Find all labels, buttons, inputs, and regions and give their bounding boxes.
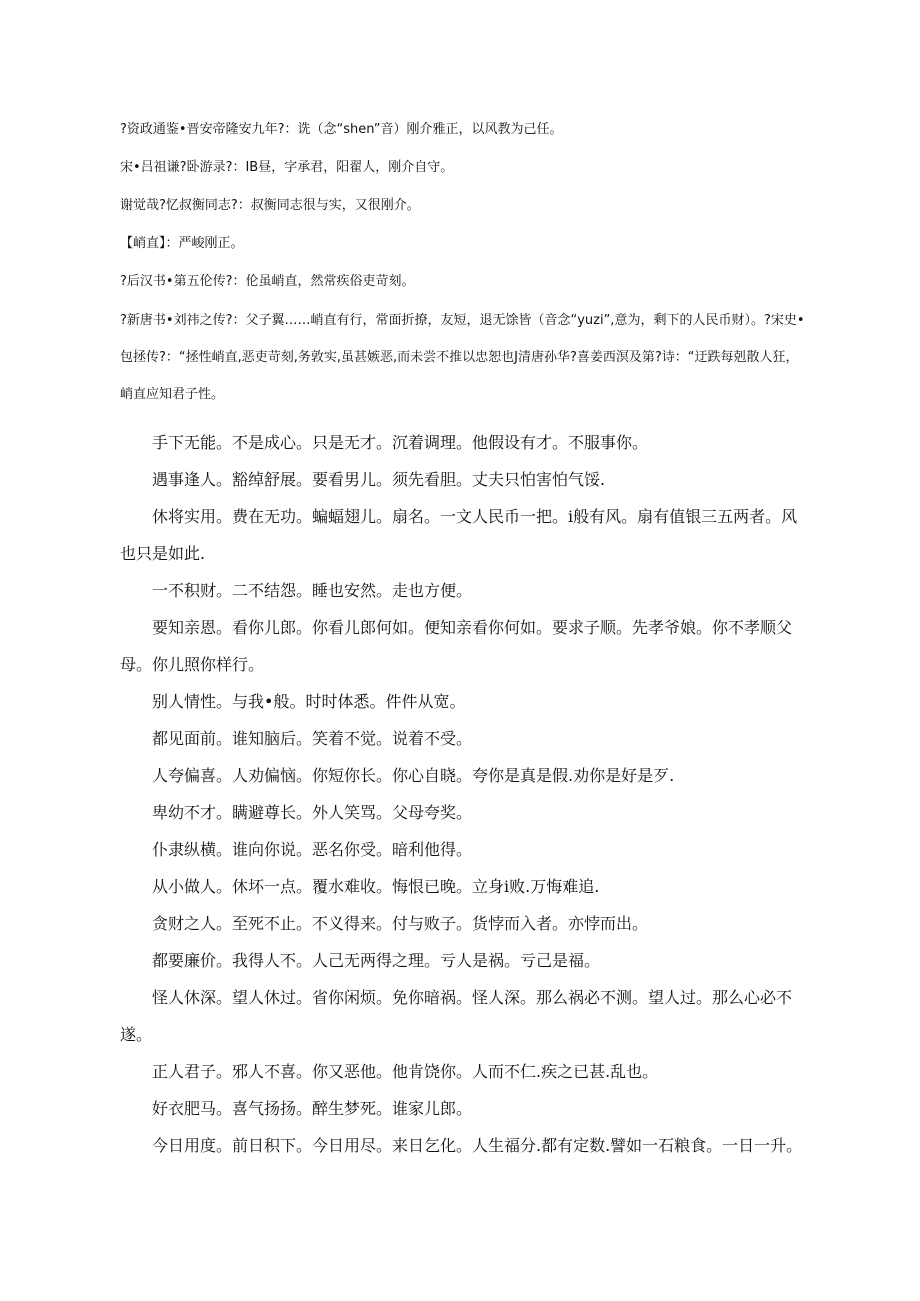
text-paragraph: 怪人休深。望人休过。省你闲烦。免你暗祸。怪人深。那么祸必不测。望人过。那么心必不遂。 [120, 988, 793, 1044]
main-text [120, 424, 810, 1164]
text-paragraph: 别人情性。与我•般。时时体悉。件件从宽。 [152, 692, 466, 711]
text-paragraph: 手下无能。不是成心。只是无才。沉着调理。他假设有才。不服事你。 [152, 433, 649, 452]
text-paragraph: 从小做人。休坏一点。覆水难收。悔恨已晚。立身i败.万悔难追. [152, 877, 600, 896]
note-line: 宋•吕祖谦?卧游录?：IB昼，字承君，阳翟人，刚介自守。 [120, 160, 454, 175]
text-paragraph: 一不积财。二不结怨。睡也安然。走也方便。 [152, 581, 473, 600]
annotation-notes [120, 120, 810, 413]
text-paragraph: 休将实用。费在无功。蝙蝠翅儿。扇名。一文人民币一把。i般有风。扇有值银三五两者。风也只是如此. [120, 507, 798, 563]
text-paragraph: 都要廉价。我得人不。人己无两得之理。亏人是祸。亏己是福。 [152, 951, 601, 970]
text-paragraph: 好衣肥马。喜气扬扬。醉生梦死。谁家儿郎。 [152, 1099, 473, 1118]
text-paragraph: 要知亲恩。看你儿郎。你看儿郎何如。便知亲看你何如。要求子顺。先孝爷娘。你不孝顺父母。你儿照你样行。 [120, 618, 793, 674]
text-paragraph: 今日用度。前日积下。今日用尽。来日乞化。人生福分.都有定数.譬如一石粮食。一日一升。 [152, 1136, 803, 1155]
text-paragraph: 仆隶纵横。谁向你说。恶名你受。暗利他得。 [152, 840, 473, 859]
text-paragraph: 遇事逢人。豁绰舒展。要看男儿。须先看胆。丈夫只怕害怕气馁. [152, 470, 606, 489]
note-line: 谢觉哉?忆叔衡同志?：叔衡同志很与实，又很刚介。 [120, 198, 420, 213]
note-line: ?新唐书•刘祎之传?：父子翼……峭直有行，常面折撩，友短，退无馀皆（音念“yuzi”,意为，剩下的人民币财）。?宋史•包拯传?：“拯性峭直,恶吏苛刻,务敦实,虽甚嫉恶,而未尝不推以忠恕也J清唐孙华?喜姜西溟及第?诗：“迂跌每剋散人狂，峭直应知君子性。 [120, 313, 805, 402]
text-paragraph: 正人君子。邪人不喜。你又恶他。他肯饶你。人而不仁.疾之已甚.乱也。 [152, 1062, 659, 1081]
text-paragraph: 卑幼不才。瞒避尊长。外人笑骂。父母夸奖。 [152, 803, 473, 822]
note-heading: 【峭直】：严峻刚正。 [120, 236, 244, 251]
text-paragraph: 贪财之人。至死不止。不义得来。付与败子。货悖而入者。亦悖而出。 [152, 914, 649, 933]
text-paragraph: 都见面前。谁知脑后。笑着不觉。说着不受。 [152, 729, 473, 748]
note-line: ?资政通鉴•晋安帝隆安九年?：诜（念“shen”音）刚介雅正，以风教为己任。 [120, 122, 563, 137]
note-line: ?后汉书•第五伦传?：伦虽峭直，然常疾俗吏苛刻。 [120, 274, 415, 289]
text-paragraph: 人夸偏喜。人劝偏恼。你短你长。你心自晓。夸你是真是假.劝你是好是歹. [152, 766, 675, 785]
